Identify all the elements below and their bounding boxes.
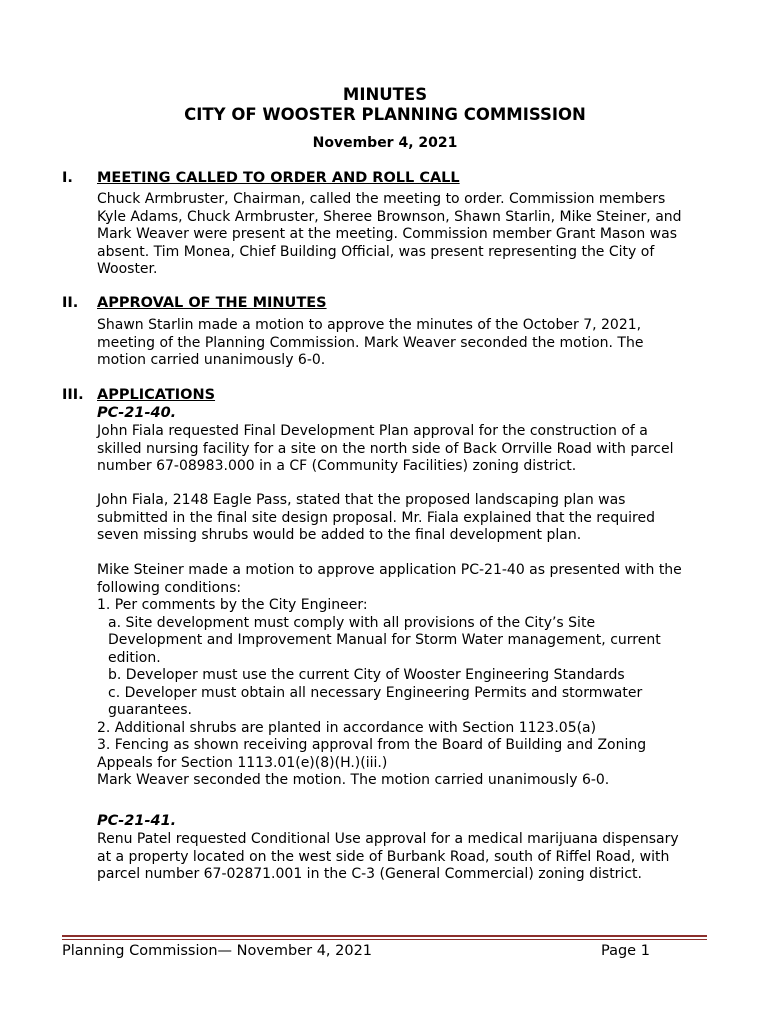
case-id-pc-21-40: PC-21-40.	[97, 405, 177, 421]
meeting-date: November 4, 2021	[312, 135, 458, 151]
page-number: Page 1	[601, 943, 650, 959]
text-line: John Fiala requested Final Development Plan approval for the construction of a	[97, 423, 648, 439]
text-line: absent. Tim Monea, Chief Building Official, was present representing the City of	[97, 243, 655, 260]
section-2-numeral: II.	[62, 295, 79, 311]
condition-1b: b. Developer must use the current City of Wooster Engineering Standards	[108, 667, 625, 683]
text-line: parcel number 67-02871.001 in the C-3 (General Commercial) zoning district.	[97, 866, 642, 882]
text-line: motion carried unanimously 6-0.	[97, 352, 326, 368]
text-line: skilled nursing facility for a site on the north side of Back Orrville Road with parcel	[97, 440, 674, 457]
section-1-body	[97, 191, 717, 279]
text-line: number 67-08983.000 in a CF (Community Facilities) zoning district.	[97, 458, 577, 474]
text-line: following conditions:	[97, 579, 242, 596]
condition-1a-cont: Development and Improvement Manual for Storm Water management, current	[108, 632, 661, 648]
text-line: John Fiala, 2148 Eagle Pass, stated that the proposed landscaping plan was	[97, 492, 626, 508]
section-2-body	[97, 317, 717, 370]
case-1-request	[97, 423, 717, 476]
condition-1c: c. Developer must obtain all necessary Engineering Permits and stormwater	[108, 684, 643, 701]
text-line: Wooster.	[97, 261, 158, 277]
text-line: Kyle Adams, Chuck Armbruster, Sheree Brownson, Shawn Starlin, Mike Steiner, and	[97, 208, 682, 225]
doc-title-minutes: MINUTES	[342, 85, 428, 104]
text-line: Renu Patel requested Conditional Use approval for a medical marijuana dispensary	[97, 831, 679, 847]
condition-1a-cont: edition.	[108, 649, 161, 666]
text-line: at a property located on the west side of Burbank Road, south of Riffel Road, with	[97, 848, 670, 865]
case-1-motion	[97, 562, 717, 790]
condition-3: 3. Fencing as shown receiving approval from the Board of Building and Zoning	[97, 737, 647, 753]
text-line: submitted in the final site design proposal. Mr. Fiala explained that the required	[97, 509, 655, 526]
text-line: Shawn Starlin made a motion to approve the minutes of the October 7, 2021,	[97, 317, 642, 333]
condition-3-cont: Appeals for Section 1113.01(e)(8)(H.)(iii.)	[97, 754, 388, 771]
case-1-statement	[97, 492, 717, 545]
footer-divider	[62, 935, 707, 940]
section-1-numeral: I.	[62, 170, 73, 186]
section-3-numeral: III.	[62, 387, 84, 403]
condition-1: 1. Per comments by the City Engineer:	[97, 597, 368, 613]
condition-2: 2. Additional shrubs are planted in accordance with Section 1123.05(a)	[97, 719, 597, 736]
condition-1a: a. Site development must comply with all provisions of the City’s Site	[108, 614, 596, 631]
condition-1c-cont: guarantees.	[108, 702, 193, 718]
case-id-pc-21-41: PC-21-41.	[97, 813, 177, 829]
case-2-request	[97, 831, 717, 884]
text-line: Mark Weaver were present at the meeting. Commission member Grant Mason was	[97, 226, 678, 242]
text-line: meeting of the Planning Commission. Mark Weaver seconded the motion. The	[97, 334, 644, 351]
section-2-heading: APPROVAL OF THE MINUTES	[97, 295, 327, 311]
section-3-heading: APPLICATIONS	[97, 387, 216, 403]
text-line: seven missing shrubs would be added to the final development plan.	[97, 527, 582, 543]
doc-title-commission: CITY OF WOOSTER PLANNING COMMISSION	[184, 105, 586, 124]
text-line: Chuck Armbruster, Chairman, called the meeting to order. Commission members	[97, 191, 666, 207]
footer-title: Planning Commission— November 4, 2021	[62, 943, 373, 959]
text-line: Mike Steiner made a motion to approve application PC-21-40 as presented with the	[97, 562, 682, 578]
section-1-heading: MEETING CALLED TO ORDER AND ROLL CALL	[97, 170, 460, 186]
motion-result: Mark Weaver seconded the motion. The motion carried unanimously 6-0.	[97, 772, 610, 788]
